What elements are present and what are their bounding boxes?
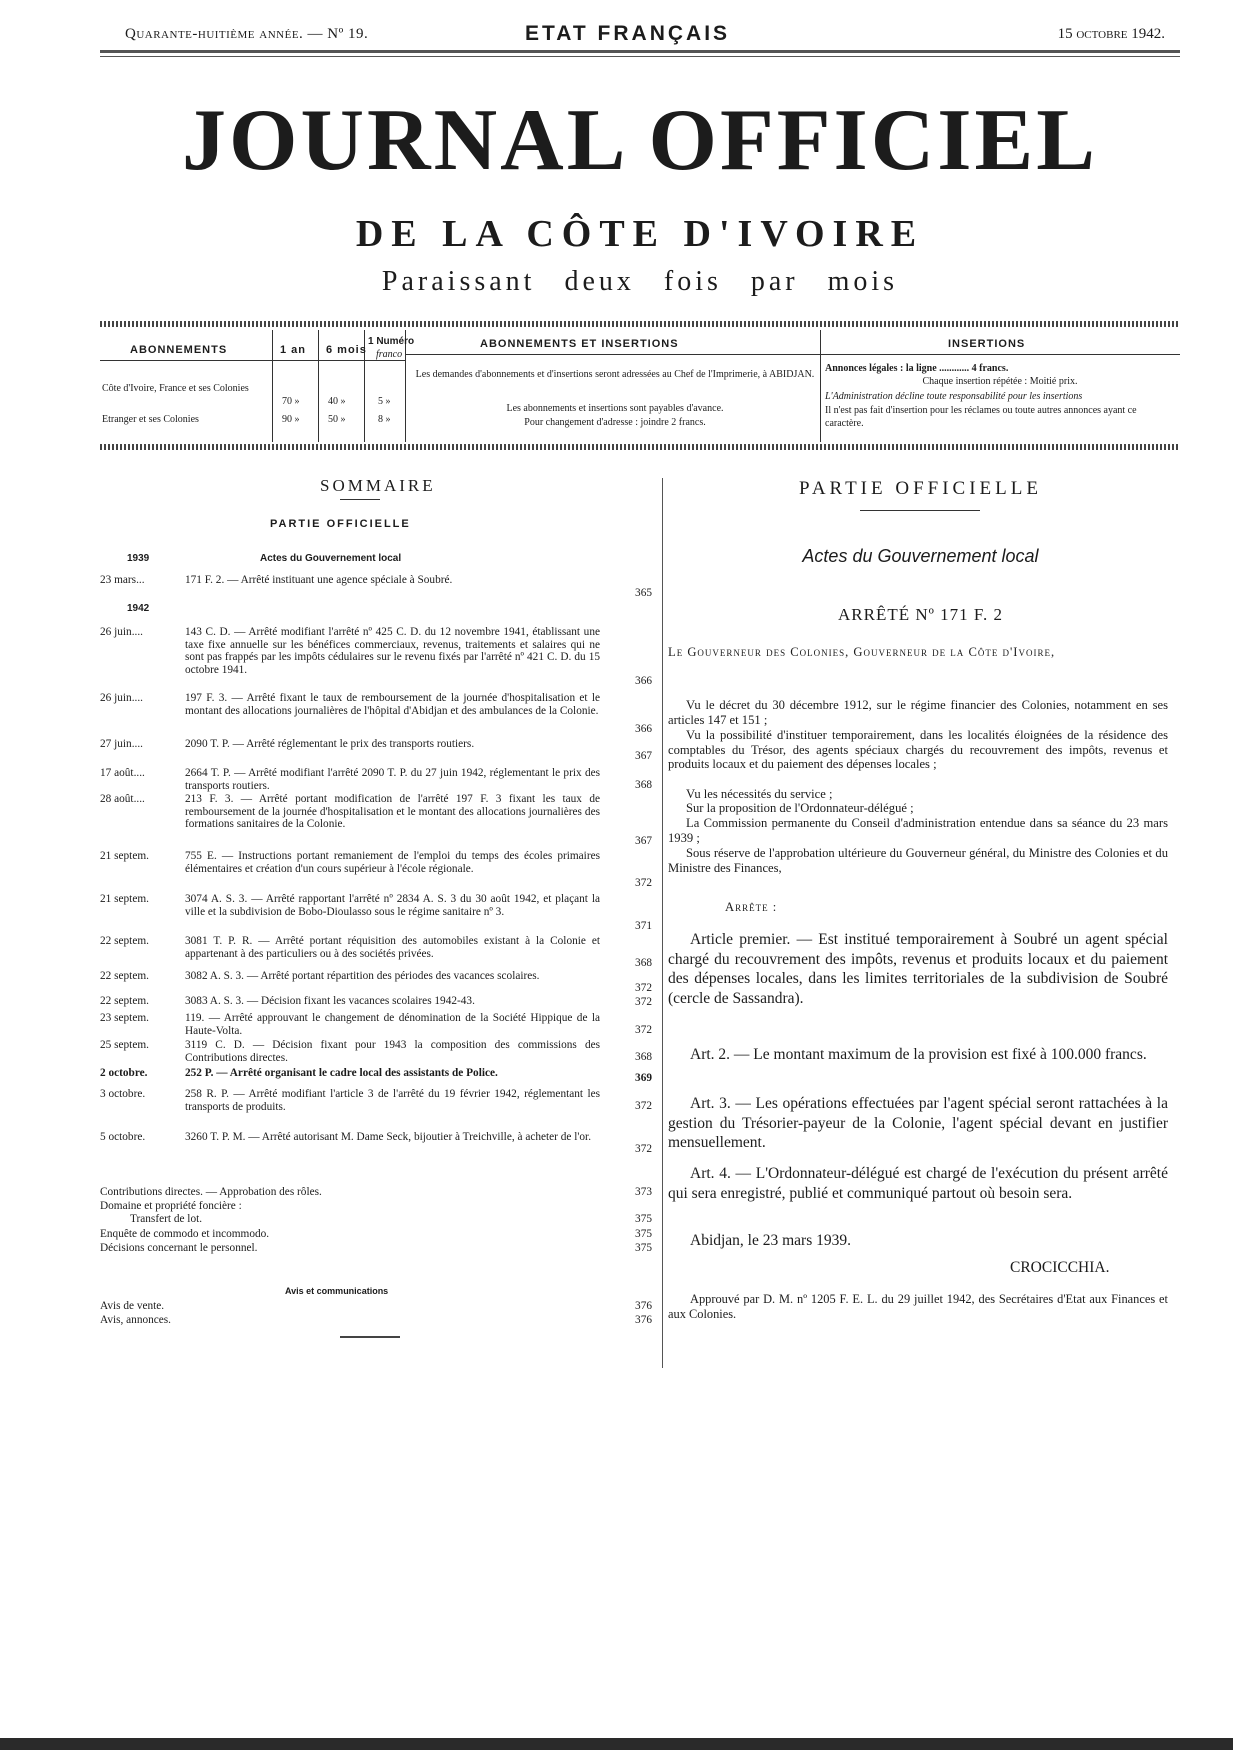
- entry-page: 365: [635, 587, 652, 599]
- row1-numero: 5 »: [378, 396, 391, 407]
- right-header: INSERTIONS: [948, 338, 1026, 350]
- state-name: ETAT FRANÇAIS: [525, 22, 731, 45]
- middle-text-2: Les abonnements et insertions sont payables d'avance.: [506, 403, 724, 414]
- entry-text: 3074 A. S. 3. — Arrêté rapportant l'arrêté nº 2834 A. S. 3 du 30 août 1942, et plaçant la ville et la subdivision de Bobo-Dioulasso sous le régime sanitaire nº 3.: [185, 893, 600, 918]
- entry-date: 22 septem.: [100, 935, 149, 947]
- middle-text-3: Pour changement d'adresse : joindre 2 francs.: [524, 417, 706, 428]
- other-decisions: Décisions concernant le personnel. 375: [100, 1242, 652, 1254]
- article-4: Art. 4. — L'Ordonnateur-délégué est chargé de l'exécution du présent arrêté qui sera enregistré, publié et communiqué partout où besoin sera.: [668, 1165, 1168, 1202]
- entry-page: 368: [635, 957, 652, 969]
- entry-date: 25 septem.: [100, 1039, 149, 1051]
- vu-2: Vu la possibilité d'instituer temporairement, dans les localités éloignées de la résidence des comptables du Trésor, des agents spéciaux chargés du recouvrement des impôts, revenus et produits locaux et du paiement des dépenses locales ;: [668, 728, 1168, 771]
- sommaire-entry: [100, 1131, 660, 1156]
- entry-page: 372: [635, 1024, 652, 1036]
- middle-header: ABONNEMENTS ET INSERTIONS: [480, 338, 679, 350]
- right-text-3: L'Administration décline toute responsabilité pour les insertions: [825, 391, 1083, 402]
- entry-page: 372: [635, 877, 652, 889]
- entry-page: 367: [635, 835, 652, 847]
- partie-officielle-title: PARTIE OFFICIELLE: [799, 478, 1042, 499]
- issue-date: 15 octobre 1942.: [1057, 26, 1165, 42]
- journal-subtitle: DE LA CÔTE D'IVOIRE: [355, 213, 925, 255]
- entry-text: 213 F. 3. — Arrêté portant modification de l'arrêté 197 F. 3 fixant les taux de remboursement de la journée d'hospitalisation et le montant des allocations journalières des formations sanitaires de la Colonie.: [185, 793, 600, 830]
- entry-date: 22 septem.: [100, 995, 149, 1007]
- entry-text: 171 F. 2. — Arrêté instituant une agence spéciale à Soubré.: [185, 574, 453, 586]
- entry-text: 755 E. — Instructions portant remaniement de l'emploi du temps des écoles primaires élémentaires et création d'un cours supérieur à l'école régionale.: [185, 850, 600, 875]
- entry-page: 367: [635, 750, 652, 762]
- sommaire-entry: [100, 893, 660, 933]
- sommaire-entry: [100, 692, 660, 736]
- entry-text: 197 F. 3. — Arrêté fixant le taux de remboursement de la journée d'hospitalisation et le montant des allocations journalières de l'hôpital d'Abidjan et des ambulances de la Colonie.: [185, 692, 600, 717]
- subscriptions-banner: [100, 330, 1180, 442]
- entry-text: 2664 T. P. — Arrêté modifiant l'arrêté 2090 T. P. du 27 juin 1942, réglementant le prix des transports routiers.: [185, 767, 600, 792]
- sommaire-entry: [100, 970, 660, 995]
- year-1939: 1939: [127, 553, 150, 564]
- vu-6: Sous réserve de l'approbation ultérieure du Gouverneur général, du Ministre des Colonies et du Ministre des Finances,: [668, 846, 1168, 875]
- arrete-preamble: Le Gouverneur des Colonies, Gouverneur de la Côte d'Ivoire,: [668, 645, 1056, 659]
- sommaire-end-ornament: [340, 1336, 400, 1338]
- vu-1: Vu le décret du 30 décembre 1912, sur le régime financier des Colonies, notamment en ses articles 147 et 151 ;: [668, 698, 1168, 727]
- sommaire-title: SOMMAIRE: [320, 476, 436, 495]
- column-divider: [662, 478, 663, 1368]
- sommaire-entry: [100, 1012, 660, 1037]
- entry-text: 3119 C. D. — Décision fixant pour 1943 la composition des commissions des Contributions directes.: [185, 1039, 600, 1064]
- article-2: Art. 2. — Le montant maximum de la provision est fixé à 100.000 francs.: [690, 1046, 1147, 1063]
- entry-page: 372: [635, 996, 652, 1008]
- col-6mois: 6 mois: [326, 344, 367, 356]
- sommaire-entry: [100, 626, 660, 688]
- sommaire-entry: [100, 738, 660, 763]
- col-numero: 1 Numéro: [368, 336, 415, 347]
- entry-date: 21 septem.: [100, 893, 149, 905]
- hatched-divider-bottom: [100, 444, 1180, 450]
- row2-1an: 90 »: [282, 414, 300, 425]
- entry-date: 26 juin....: [100, 692, 143, 704]
- row1-6mois: 40 »: [328, 396, 346, 407]
- year-1942: 1942: [127, 603, 150, 614]
- entry-text: 3260 T. P. M. — Arrêté autorisant M. Dame Seck, bijoutier à Treichville, à acheter de l'or.: [185, 1131, 592, 1143]
- col-numero-sub: franco: [376, 349, 403, 360]
- entry-date: 27 juin....: [100, 738, 143, 750]
- entry-date: 3 octobre.: [100, 1088, 146, 1100]
- entry-page: 368: [635, 1051, 652, 1063]
- entry-date: 21 septem.: [100, 850, 149, 862]
- entry-date: 5 octobre.: [100, 1131, 146, 1143]
- entry-page: 372: [635, 982, 652, 994]
- sommaire-entry: [100, 995, 660, 1009]
- middle-text-1: Les demandes d'abonnements et d'insertions seront adressées au Chef de l'Imprimerie, à ABIDJAN.: [415, 369, 815, 380]
- row1-1an: 70 »: [282, 396, 300, 407]
- avis-annonces: Avis, annonces. 376: [100, 1314, 652, 1326]
- sommaire-section-actes: Actes du Gouvernement local: [260, 553, 402, 564]
- entry-text: 2090 T. P. — Arrêté réglementant le prix des transports routiers.: [185, 738, 475, 750]
- entry-text: 143 C. D. — Arrêté modifiant l'arrêté nº 425 C. D. du 12 novembre 1941, établissant une taxe fixe annuelle sur les bénéfices commerciaux, revenus, traitements et salaires qui ne sont pas frappés par les impôts cédulaires sur le revenu fixés par l'arrêté nº 421 C. D. du 15 octobre 1941.: [185, 626, 600, 676]
- masthead-rule-thin: [100, 56, 1180, 57]
- sommaire-entry: [100, 850, 660, 890]
- sommaire-entry: [100, 767, 660, 792]
- entry-text: 258 R. P. — Arrêté modifiant l'article 3 de l'arrêté du 19 février 1942, réglementant les transports de produits.: [185, 1088, 600, 1113]
- entry-text: 3081 T. P. R. — Arrêté portant réquisition des automobiles existant à la Colonie et appartenant à des particuliers ou à des sociétés privées.: [185, 935, 600, 960]
- other-contributions: Contributions directes. — Approbation des rôles. 373: [100, 1186, 652, 1198]
- article-3: Art. 3. — Les opérations effectuées par l'agent spécial seront rattachées à la gestion du Trésorier-payeur de la Colonie, l'agent spécial devant en justifier mensuellement.: [668, 1095, 1168, 1151]
- entry-text: 119. — Arrêté approuvant le changement de dénomination de la Société Hippique de la Haute-Volta.: [185, 1012, 600, 1037]
- entry-text: 3082 A. S. 3. — Arrêté portant répartition des périodes des vacances scolaires.: [185, 970, 540, 982]
- entry-page: 366: [635, 723, 652, 735]
- entry-date: 26 juin....: [100, 626, 143, 638]
- sommaire-entry: [100, 574, 660, 600]
- arrete-label: Arrête :: [725, 900, 778, 914]
- entry-text: 3083 A. S. 3. — Décision fixant les vacances scolaires 1942-43.: [185, 995, 475, 1007]
- other-domaine-sub: Transfert de lot. 375: [130, 1213, 652, 1225]
- sommaire-ornament: [340, 499, 380, 500]
- signature: CROCICCHIA.: [1010, 1259, 1110, 1276]
- row2-label: Etranger et ses Colonies: [102, 414, 199, 425]
- sommaire-entry: [100, 1088, 660, 1113]
- row1-label: Côte d'Ivoire, France et ses Colonies: [102, 383, 249, 394]
- sommaire-entry: [100, 935, 660, 970]
- vu-5: La Commission permanente du Conseil d'administration entendue dans sa séance du 23 mars 1939 ;: [668, 816, 1168, 845]
- entry-page: 372: [635, 1100, 652, 1112]
- entry-page: 372: [635, 1143, 652, 1155]
- row2-numero: 8 »: [378, 414, 391, 425]
- entry-date: 23 mars...: [100, 574, 145, 586]
- avis-header: Avis et communications: [285, 1286, 389, 1296]
- sommaire-partie: PARTIE OFFICIELLE: [270, 518, 411, 530]
- masthead-topline: [125, 22, 1165, 46]
- entry-page: 366: [635, 675, 652, 687]
- entry-text: 252 P. — Arrêté organisant le cadre local des assistants de Police.: [185, 1067, 498, 1079]
- entry-page: 368: [635, 779, 652, 791]
- entry-date: 2 octobre.: [100, 1067, 148, 1079]
- hatched-divider-top: [100, 321, 1180, 327]
- arrete-title: ARRÊTÉ Nº 171 F. 2: [838, 605, 1003, 624]
- article-1: Article premier. — Est institué temporairement à Soubré un agent spécial chargé du recouvrement des impôts, revenus et produits locaux et du paiement des dépenses locales, dans les limites territoriales de la subdivision de Soubré (cercle de Sassandra).: [668, 931, 1168, 1007]
- subscriptions-header: ABONNEMENTS: [130, 344, 228, 356]
- right-text-2: Chaque insertion répétée : Moitié prix.: [922, 376, 1078, 387]
- sommaire-entry: [100, 793, 660, 848]
- sommaire-entry: [100, 1067, 660, 1085]
- entry-page: 371: [635, 920, 652, 932]
- entry-page: 369: [635, 1072, 652, 1084]
- vu-3: Vu les nécessités du service ;: [686, 787, 833, 801]
- col-1an: 1 an: [280, 344, 307, 356]
- sommaire-entry: [100, 1039, 660, 1064]
- place-date: Abidjan, le 23 mars 1939.: [690, 1232, 852, 1249]
- publication-frequency: Paraissant deux fois par mois: [381, 266, 899, 297]
- entry-date: 17 août....: [100, 767, 145, 779]
- vu-4: Sur la proposition de l'Ordonnateur-délégué ;: [686, 801, 914, 815]
- other-enquete: Enquête de commodo et incommodo. 375: [100, 1228, 652, 1240]
- section-actes: Actes du Gouvernement local: [802, 546, 1039, 566]
- scan-bottom-edge: [0, 1738, 1233, 1750]
- issue-number: Quarante-huitième année. — Nº 19.: [125, 26, 369, 42]
- right-text-1: Annonces légales : la ligne ............ 4 francs.: [825, 363, 1009, 374]
- other-domaine: Domaine et propriété foncière :: [100, 1200, 242, 1212]
- approval-note: Approuvé par D. M. nº 1205 F. E. L. du 29 juillet 1942, des Secrétaires d'Etat aux Finances et aux Colonies.: [668, 1292, 1168, 1321]
- right-text-4: Il n'est pas fait d'insertion pour les réclames ou toute autres annonces ayant ce caractère.: [825, 405, 1137, 429]
- partie-ornament: [860, 510, 980, 511]
- entry-date: 28 août....: [100, 793, 145, 805]
- masthead-rule: [100, 50, 1180, 53]
- entry-date: 22 septem.: [100, 970, 149, 982]
- journal-title: JOURNAL OFFICIEL: [182, 92, 1098, 189]
- avis-vente: Avis de vente. 376: [100, 1300, 652, 1312]
- entry-date: 23 septem.: [100, 1012, 149, 1024]
- row2-6mois: 50 »: [328, 414, 346, 425]
